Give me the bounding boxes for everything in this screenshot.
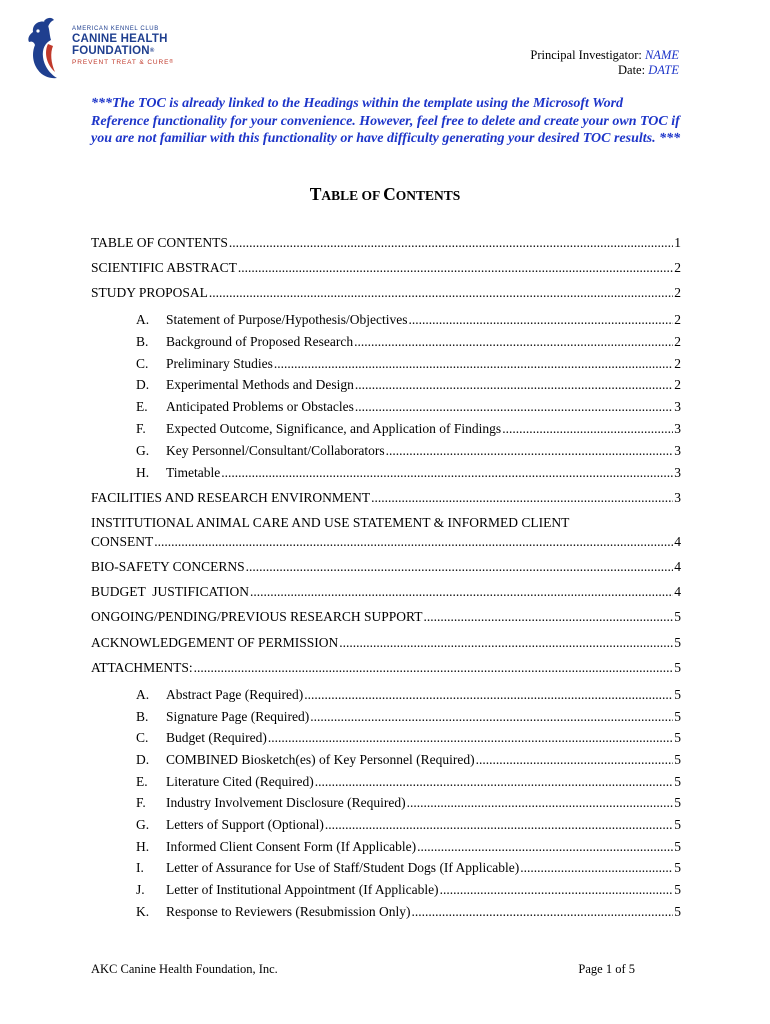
toc-subentry[interactable] [136, 774, 681, 790]
toc-subentry-label: Budget (Required) [166, 730, 267, 745]
dog-silhouette-icon [24, 16, 76, 82]
toc-subentry-page: 5 [674, 882, 681, 897]
toc-subentry[interactable] [136, 752, 681, 768]
date-label: Date: [618, 63, 646, 77]
toc-entry[interactable] [91, 609, 681, 625]
toc-title-rest1: ABLE OF [321, 188, 384, 203]
toc-subentry-page: 3 [674, 421, 681, 436]
toc-subentry-letter: G. [136, 443, 150, 458]
toc-entry-label: FACILITIES AND RESEARCH ENVIRONMENT [91, 490, 371, 505]
toc-subentry[interactable] [136, 377, 681, 393]
toc-title-rest2: ONTENTS [395, 188, 461, 203]
toc-subentry-letter: B. [136, 334, 149, 349]
header-info [530, 48, 679, 78]
toc-subentry-letter: J. [136, 882, 145, 897]
toc-entry[interactable] [91, 584, 681, 600]
pi-label: Principal Investigator: [530, 48, 642, 62]
toc-subentry[interactable] [136, 312, 681, 328]
logo-reg: ® [149, 48, 155, 54]
toc-subentry-label: Signature Page (Required) [166, 709, 310, 724]
toc-entry-page: 5 [674, 660, 681, 675]
toc-entry[interactable] [91, 635, 681, 651]
foundation-logo [24, 16, 174, 82]
toc-subentry-page: 5 [674, 730, 681, 745]
toc-subentry-page: 5 [674, 687, 681, 702]
toc-subentry-label: Statement of Purpose/Hypothesis/Objectives [166, 312, 408, 327]
toc-subentry-label: Experimental Methods and Design [166, 377, 354, 392]
toc-subentry-page: 5 [674, 860, 681, 875]
toc-entry-page: 3 [674, 490, 681, 505]
toc-subentry[interactable] [136, 443, 681, 459]
toc-subentry-label: Letter of Institutional Appointment (If Applicable) [166, 882, 439, 897]
toc-subentry-label: Timetable [166, 465, 221, 480]
toc-subentry-label: Background of Proposed Research [166, 334, 354, 349]
toc-entry-label: STUDY PROPOSAL [91, 285, 208, 300]
toc-entry[interactable] [91, 490, 681, 506]
toc-subentry-letter: A. [136, 312, 150, 327]
toc-subentry-page: 2 [674, 356, 681, 371]
toc-entry-page: 4 [674, 534, 681, 549]
toc-subentry-label: Letter of Assurance for Use of Staff/Student Dogs (If Applicable) [166, 860, 520, 875]
toc-subentry-page: 5 [674, 839, 681, 854]
toc-subentry-page: 5 [674, 904, 681, 919]
toc-subentry-label: Abstract Page (Required) [166, 687, 304, 702]
toc-subentry-label: Literature Cited (Required) [166, 774, 314, 789]
toc-subentry[interactable] [136, 687, 681, 703]
toc-subentry-letter: D. [136, 377, 150, 392]
toc-subentry-page: 2 [674, 377, 681, 392]
toc-subentry[interactable] [136, 839, 681, 855]
date-value[interactable]: DATE [648, 63, 679, 77]
toc-entry-page: 2 [674, 285, 681, 300]
toc-entry-page: 4 [674, 559, 681, 574]
toc-title [0, 184, 770, 205]
toc-subentry[interactable] [136, 421, 681, 437]
toc-subentry-letter: C. [136, 356, 149, 371]
toc-subentry[interactable] [136, 860, 681, 876]
toc-subentry[interactable] [136, 356, 681, 372]
toc-subentry-letter: B. [136, 709, 149, 724]
toc-subentry-label: Expected Outcome, Significance, and Application of Findings [166, 421, 502, 436]
toc-entry-page: 4 [674, 584, 681, 599]
toc-subentry-page: 5 [674, 752, 681, 767]
toc-entry-page: 5 [674, 635, 681, 650]
toc-entry-label: TABLE OF CONTENTS [91, 235, 228, 250]
toc-subentry-label: Informed Client Consent Form (If Applicable) [166, 839, 417, 854]
toc-subentry[interactable] [136, 817, 681, 833]
toc-entry[interactable] [91, 513, 681, 551]
pi-value[interactable]: NAME [644, 48, 679, 62]
toc-subentry-page: 2 [674, 312, 681, 327]
toc-entry-label: BUDGET JUSTIFICATION [91, 584, 250, 599]
toc-subentry-letter: H. [136, 465, 150, 480]
toc-subentry-page: 3 [674, 465, 681, 480]
toc-subentry[interactable] [136, 399, 681, 415]
toc-entry-page: 1 [674, 235, 681, 250]
toc-subentry-page: 5 [674, 774, 681, 789]
toc-entry-label-line2: CONSENT [91, 534, 154, 549]
toc-subentry-page: 3 [674, 399, 681, 414]
logo-line2: FOUNDATION [72, 45, 150, 57]
toc-subentry-letter: I. [136, 860, 144, 875]
toc-entry-label-line1: INSTITUTIONAL ANIMAL CARE AND USE STATEMENT & INFORMED CLIENT [91, 515, 570, 530]
toc-subentry-letter: F. [136, 795, 146, 810]
toc-entry[interactable] [91, 660, 681, 676]
toc-subentry[interactable] [136, 904, 681, 920]
toc-subentry-label: Anticipated Problems or Obstacles [166, 399, 354, 414]
toc-subentry-letter: E. [136, 399, 148, 414]
toc-subentry-label: Key Personnel/Consultant/Collaborators [166, 443, 385, 458]
toc-subentry-letter: E. [136, 774, 148, 789]
logo-tagline: PREVENT TREAT & CURE [72, 59, 170, 66]
toc-subentry[interactable] [136, 709, 681, 725]
toc-entry-page: 2 [674, 260, 681, 275]
logo-org-name: AMERICAN KENNEL CLUB [72, 26, 159, 32]
toc-subentry[interactable] [136, 334, 681, 350]
toc-subentry-letter: G. [136, 817, 150, 832]
logo-line1: CANINE HEALTH [72, 33, 168, 45]
toc-entry-label: ONGOING/PENDING/PREVIOUS RESEARCH SUPPORT [91, 609, 423, 624]
toc-subentry-letter: F. [136, 421, 146, 436]
toc-subentry[interactable] [136, 730, 681, 746]
toc-subentry[interactable] [136, 465, 681, 481]
toc-title-cap1: T [309, 184, 322, 204]
toc-subentry-letter: A. [136, 687, 150, 702]
toc-subentry-page: 2 [674, 334, 681, 349]
footer-organization: AKC Canine Health Foundation, Inc. [91, 962, 278, 976]
toc-entry-label: BIO-SAFETY CONCERNS [91, 559, 245, 574]
toc-subentry-label: Letters of Support (Optional) [166, 817, 324, 832]
toc-subentry-letter: C. [136, 730, 149, 745]
toc-subentry-letter: K. [136, 904, 150, 919]
toc-subentry-label: Industry Involvement Disclosure (Required) [166, 795, 406, 810]
toc-subentry[interactable] [136, 882, 681, 898]
toc-subentry-page: 5 [674, 817, 681, 832]
toc-subentry-label: COMBINED Biosketch(es) of Key Personnel (Required) [166, 752, 475, 767]
toc-subentry-label: Response to Reviewers (Resubmission Only) [166, 904, 411, 919]
toc-entry[interactable] [91, 559, 681, 575]
toc-subentry-letter: H. [136, 839, 150, 854]
toc-subentry-letter: D. [136, 752, 150, 767]
toc-subentry-page: 3 [674, 443, 681, 458]
footer-page-number: Page 1 of 5 [578, 962, 635, 976]
toc-entry-label: ATTACHMENTS: [91, 660, 193, 675]
toc-subentry-page: 5 [674, 709, 681, 724]
toc-entry[interactable] [91, 285, 681, 301]
toc-subentry-label: Preliminary Studies [166, 356, 273, 371]
toc-title-cap2: C [383, 184, 396, 204]
toc-entry[interactable] [91, 235, 681, 251]
logo-tag-reg: ® [169, 59, 174, 65]
toc-subentry-page: 5 [674, 795, 681, 810]
toc-entry-label: SCIENTIFIC ABSTRACT [91, 260, 237, 275]
toc-instruction-note: ***The TOC is already linked to the Headings within the template using the Microsoft Word Reference functionality for your convenience. However, feel free to delete and create your own TOC if you are not familiar with this functionality or have difficulty generating your desired TOC results. *** [91, 96, 681, 146]
toc-entry-label: ACKNOWLEDGEMENT OF PERMISSION [91, 635, 339, 650]
toc-subentry[interactable] [136, 795, 681, 811]
toc-entry[interactable] [91, 260, 681, 276]
toc-entry-page: 5 [674, 609, 681, 624]
